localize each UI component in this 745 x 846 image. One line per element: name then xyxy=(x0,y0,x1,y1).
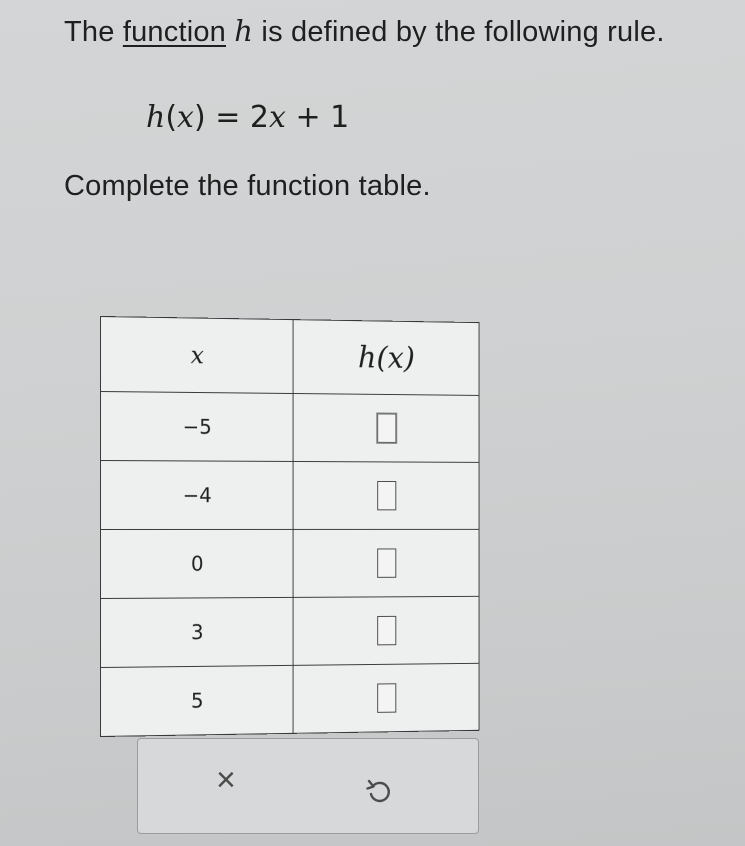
clear-button[interactable]: × xyxy=(216,761,236,799)
undo-icon xyxy=(366,777,392,805)
intro-text-start: The xyxy=(64,16,123,48)
answer-action-panel xyxy=(137,738,479,834)
function-glossary-link[interactable]: function xyxy=(122,16,227,48)
function-table-container xyxy=(100,316,480,734)
function-table xyxy=(100,316,480,737)
answer-input[interactable] xyxy=(377,616,396,645)
formula-coefficient: 2 xyxy=(249,100,269,135)
answer-input[interactable] xyxy=(377,548,396,577)
function-rule xyxy=(146,100,349,135)
table-row xyxy=(100,461,479,530)
table-row xyxy=(100,663,479,736)
formula-paren-close: ) xyxy=(193,100,206,135)
formula-rhs-variable: x xyxy=(269,100,286,135)
table-row xyxy=(100,392,479,463)
question-prompt xyxy=(64,14,665,49)
header-x: x xyxy=(100,317,292,394)
formula-variable: x xyxy=(177,100,194,135)
table-row xyxy=(100,529,479,598)
hx-cell xyxy=(293,663,479,733)
header-hx: h(x) xyxy=(293,320,479,396)
function-name: h xyxy=(234,14,254,48)
answer-input[interactable] xyxy=(377,683,396,713)
formula-equals: = xyxy=(205,100,250,135)
undo-button[interactable] xyxy=(366,777,392,810)
x-value: −4 xyxy=(100,461,292,530)
formula-function-name: h xyxy=(146,100,166,135)
x-value: 3 xyxy=(100,597,292,667)
x-value: 0 xyxy=(100,529,292,598)
instruction-text: Complete the function table. xyxy=(64,170,431,202)
answer-input[interactable] xyxy=(377,413,396,442)
hx-cell xyxy=(293,529,479,597)
x-value: 5 xyxy=(100,665,292,736)
answer-input[interactable] xyxy=(377,481,396,510)
x-value: −5 xyxy=(100,392,292,462)
hx-cell xyxy=(293,596,479,665)
formula-paren-open: ( xyxy=(165,100,178,135)
table-header-row xyxy=(100,317,479,396)
hx-cell xyxy=(293,393,479,462)
table-row xyxy=(100,596,479,667)
formula-constant: + 1 xyxy=(285,100,350,135)
hx-cell xyxy=(293,461,479,529)
intro-text-end: is defined by the following rule. xyxy=(253,16,665,48)
